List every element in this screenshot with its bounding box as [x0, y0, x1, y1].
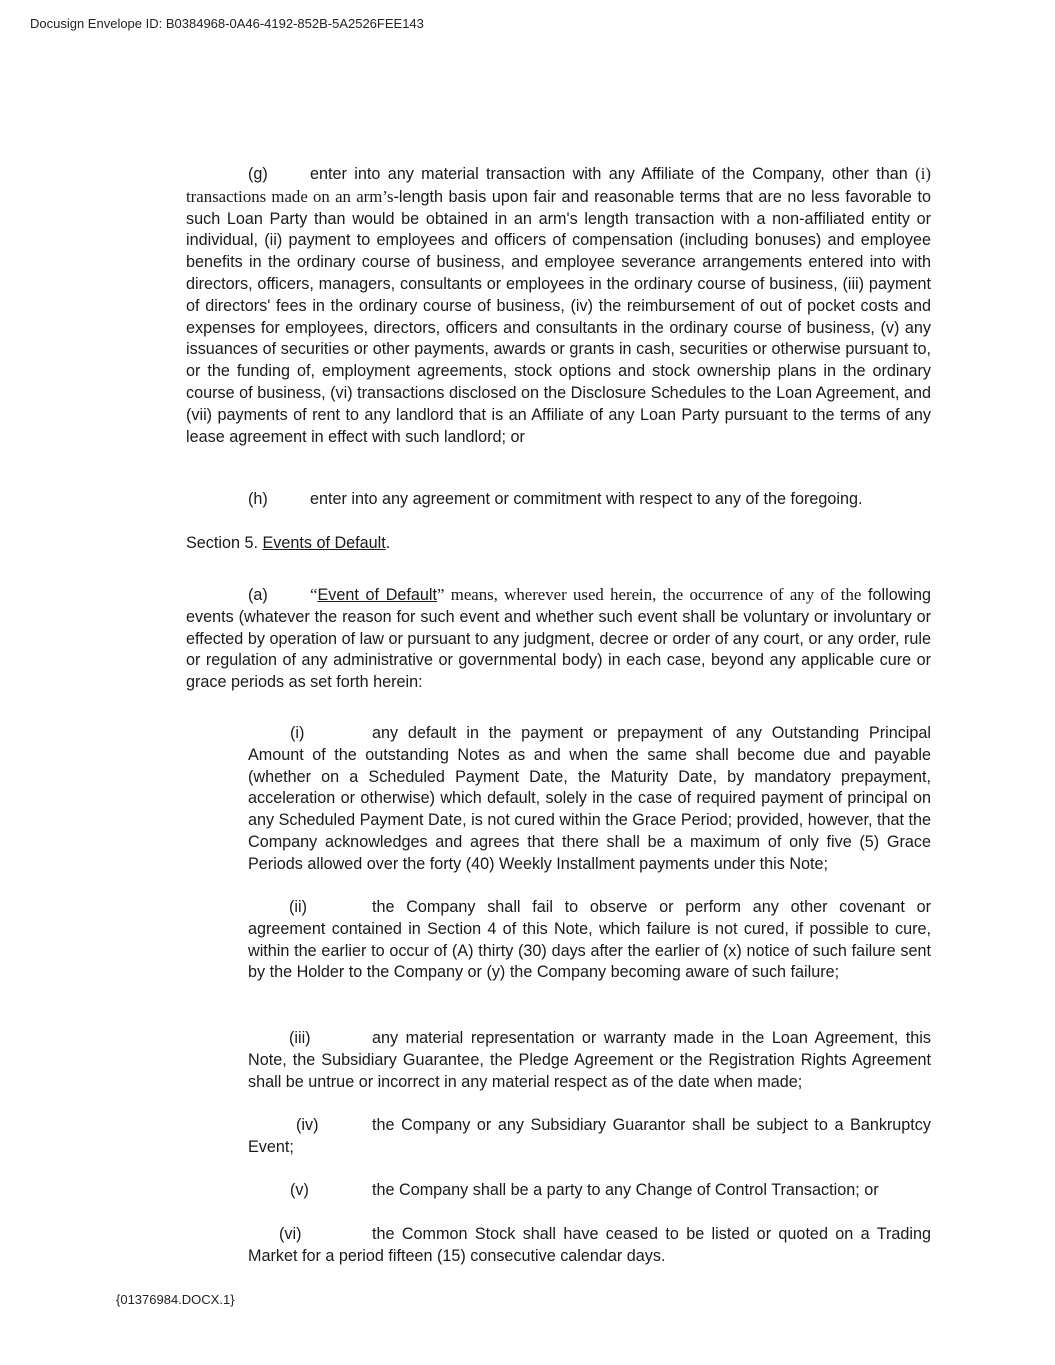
paragraph-a-label: (a) [248, 586, 268, 604]
envelope-id: Docusign Envelope ID: B0384968-0A46-4192-852B-5A2526FEE143 [30, 16, 424, 31]
document-reference: {01376984.DOCX.1} [116, 1292, 235, 1307]
list-item-text: any default in the payment or prepayment of any Outstanding Principal Amount of the outstanding Notes as and when the same shall become due and payable (whether on a Scheduled Payment Date, the Maturity Date, by mandatory prepayment, acceleration or otherwise) which default, solely in the case of required payment of principal on any Scheduled Payment Date, is not cured within the Grace Period; provided, however, that the Company acknowledges and agrees that there shall be a maximum of only five (5) Grace Periods allowed over the forty (40) Weekly Installment payments under this Note; [248, 724, 931, 873]
paragraph-a [186, 584, 931, 694]
paragraph-g-serif: (i) transactions made on an arm’s [186, 164, 931, 206]
list-item-label: (i) [290, 724, 305, 742]
list-item-text: the Company shall fail to observe or perform any other covenant or agreement contained in Section 4 of this Note, which failure is not cured, if possible to cure, within the earlier to occur of (A) thirty (30) days after the earlier of (x) notice of such failure sent by the Holder to the Company or (y) the Company becoming aware of such failure; [248, 898, 931, 982]
paragraph-g-lead: enter into any material transaction with any Affiliate of the Company, other than [310, 165, 908, 183]
list-item-text: the Company or any Subsidiary Guarantor shall be subject to a Bankruptcy Event; [248, 1116, 931, 1156]
paragraph-h [186, 489, 931, 511]
list-item [248, 1028, 931, 1093]
section-title: Events of Default [262, 534, 386, 552]
paragraph-g [186, 163, 931, 448]
section-heading [186, 533, 931, 555]
defined-term: Event of Default [317, 586, 437, 604]
paragraph-g-body: -length basis upon fair and reasonable terms that are no less favorable to such Loan Party than would be obtained in an arm's length transaction with a non-affiliated entity or individual, (ii) payment to employees and officers of compensation (including bonuses) and employee benefits in the ordinary course of business, and employee severance arrangements entered into with directors, officers, managers, consultants or employees in the ordinary course of business, (iii) payment of directors' fees in the ordinary course of business, (iv) the reimbursement of out of pocket costs and expenses for employees, directors, officers and consultants in the ordinary course of business, (v) any issuances of securities or other payments, awards or grants in cash, securities or otherwise pursuant to, or the funding of, employment agreements, stock options and stock ownership plans in the ordinary course of business, (vi) transactions disclosed on the Disclosure Schedules to the Loan Agreement, and (vii) payments of rent to any landlord that is an Affiliate of any Loan Party pursuant to the terms of any lease agreement in effect with such landlord; or [186, 187, 931, 446]
list-item [248, 897, 931, 984]
list-item-label: (vi) [279, 1225, 302, 1243]
list-item-text: the Company shall be a party to any Change of Control Transaction; or [372, 1181, 879, 1199]
paragraph-h-label: (h) [248, 490, 268, 508]
list-item [248, 1180, 931, 1202]
section-suffix: . [385, 534, 391, 552]
section-prefix: Section 5. [186, 534, 263, 552]
list-item-label: (ii) [289, 898, 307, 916]
list-item-label: (v) [290, 1181, 309, 1199]
paragraph-h-text: enter into any agreement or commitment with respect to any of the foregoing. [310, 490, 863, 508]
list-item-text: any material representation or warranty made in the Loan Agreement, this Note, the Subsidiary Guarantee, the Pledge Agreement or the Registration Rights Agreement shall be untrue or incorrect in any material respect as of the date when made; [248, 1029, 931, 1091]
list-item-label: (iii) [289, 1029, 311, 1047]
paragraph-a-body: following events (whatever the reason for such event and whether such event shall be voluntary or involuntary or effected by operation of law or pursuant to any judgment, decree or order of any court, or any order, rule or regulation of any administrative or governmental body) in each case, beyond any applicable cure or grace periods as set forth herein: [186, 586, 931, 692]
list-item [248, 1224, 931, 1268]
list-item [248, 1115, 931, 1159]
list-item [248, 723, 931, 876]
list-item-text: the Common Stock shall have ceased to be listed or quoted on a Trading Market for a period fifteen (15) consecutive calendar days. [248, 1225, 931, 1265]
open-quote: “ [310, 585, 318, 604]
paragraph-g-label: (g) [248, 165, 268, 183]
paragraph-a-serif: ” means, wherever used herein, the occurrence of any of the [436, 585, 862, 604]
list-item-label: (iv) [296, 1116, 319, 1134]
